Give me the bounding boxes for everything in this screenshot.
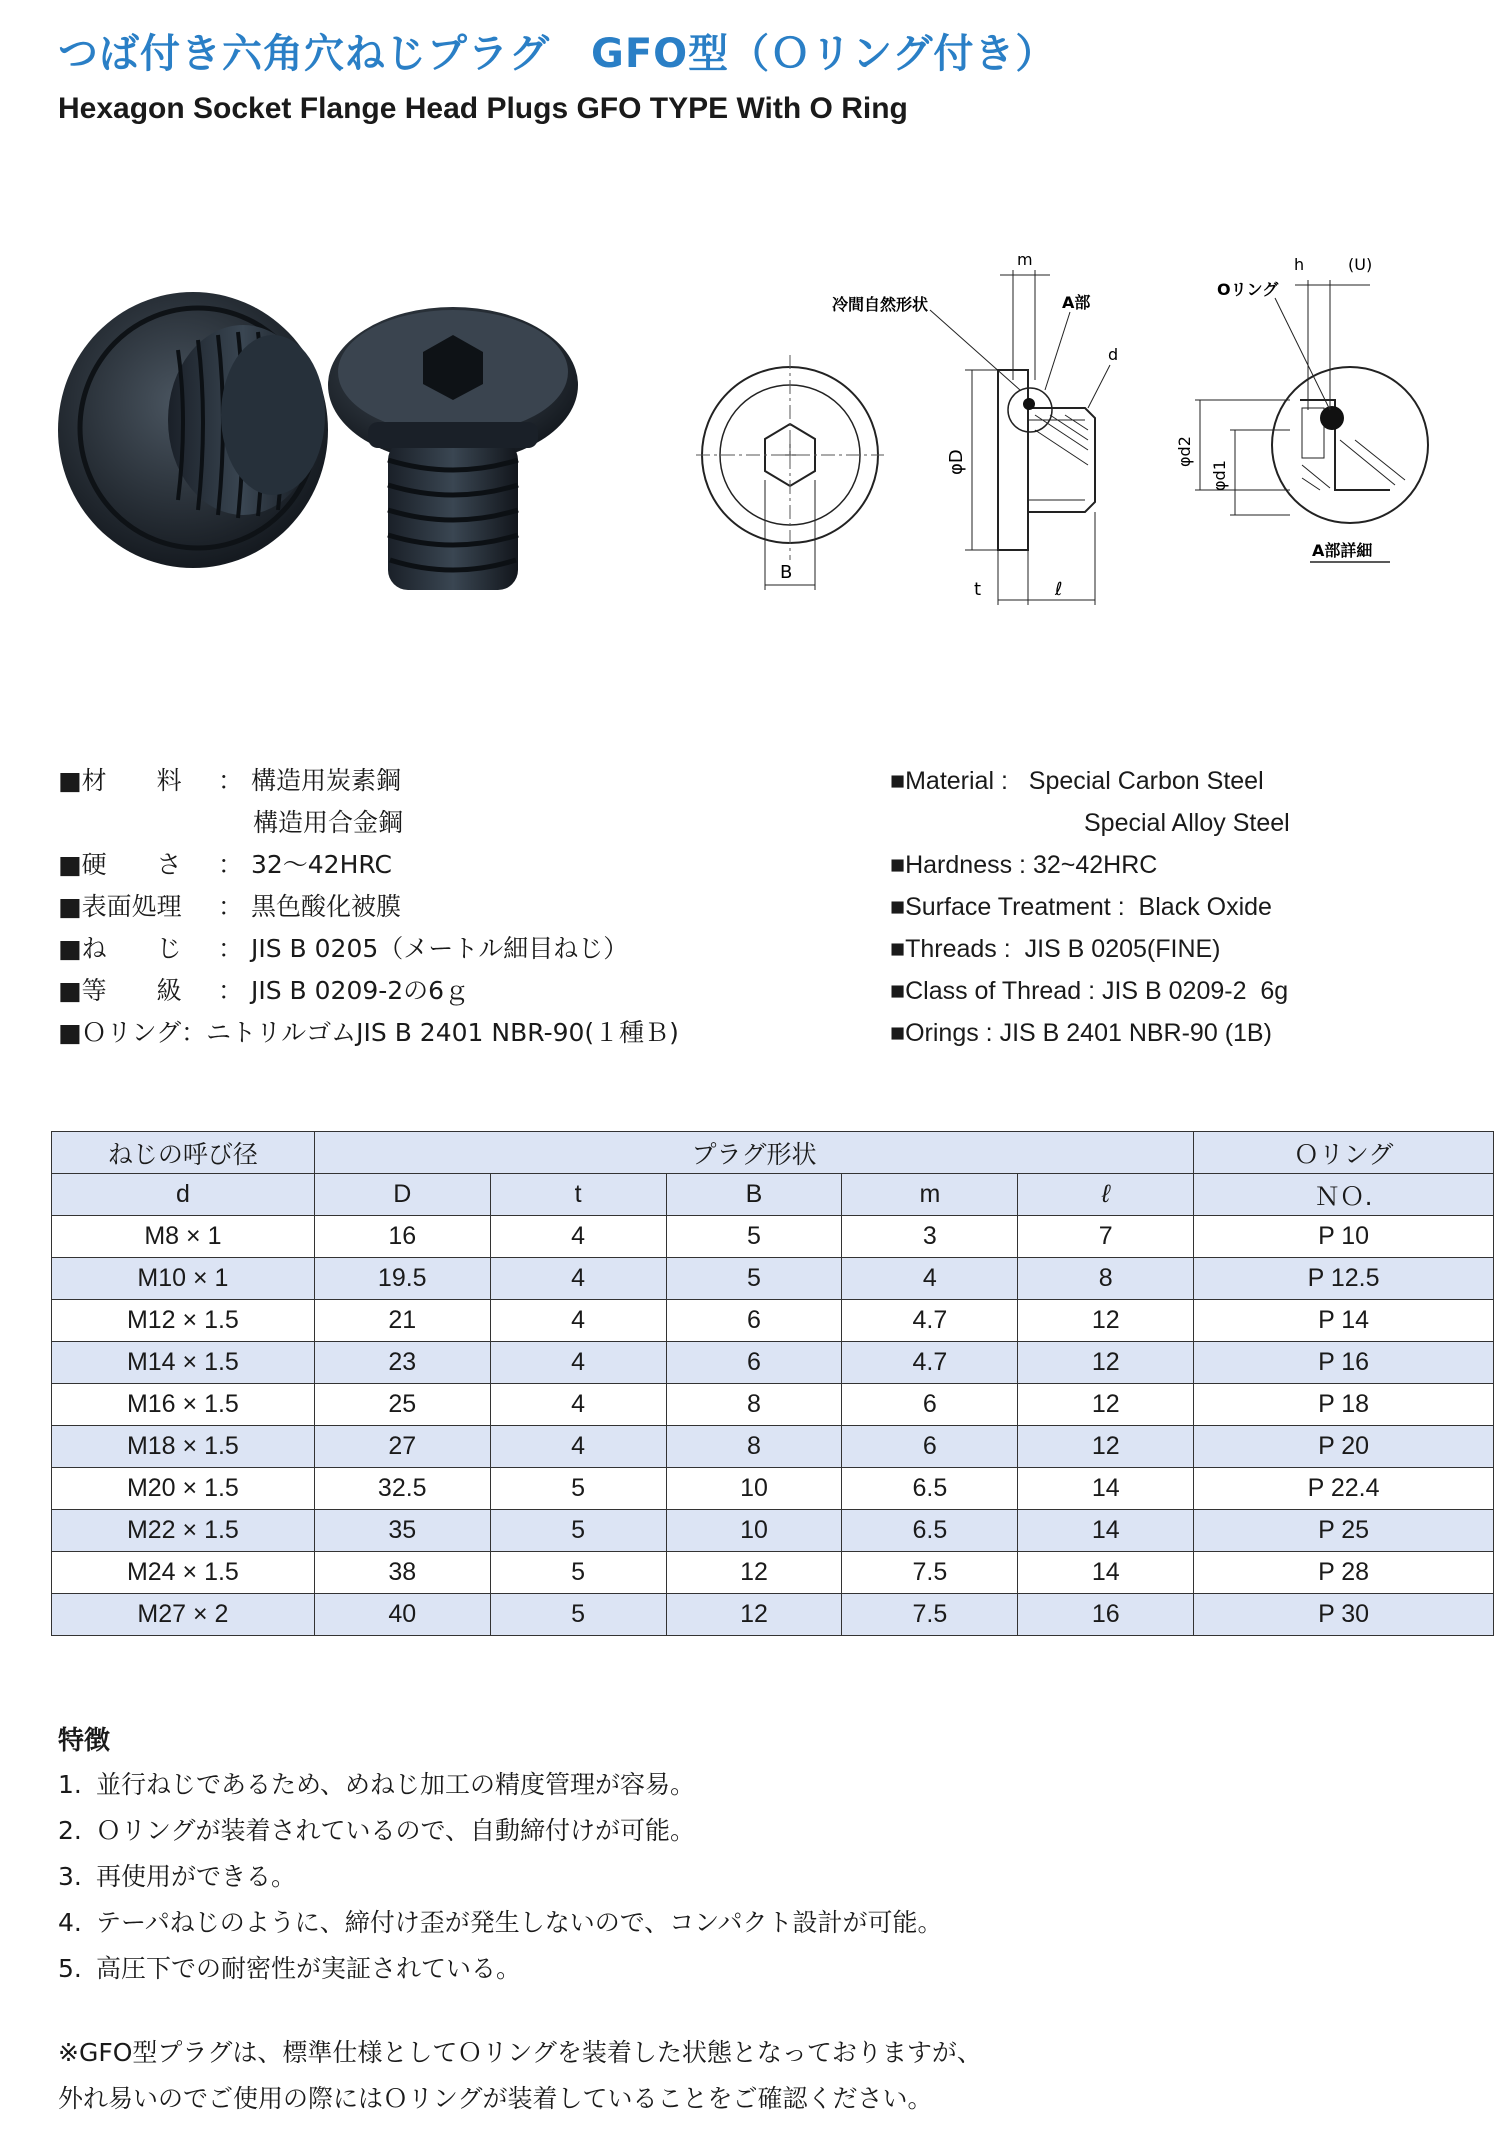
table-cell: 14 — [1018, 1510, 1194, 1552]
page-subtitle: Hexagon Socket Flange Head Plugs GFO TYPE With O Ring — [58, 92, 908, 125]
table-header-row — [52, 1132, 1494, 1174]
spec-en-row — [890, 760, 1290, 802]
spec-sep: ： — [218, 766, 244, 795]
table-cell: P 20 — [1194, 1426, 1494, 1468]
table-cell: 27 — [314, 1426, 490, 1468]
spec-value: 黒色酸化被膜 — [250, 892, 401, 921]
table-cell: 16 — [314, 1216, 490, 1258]
label-m: m — [1017, 250, 1033, 269]
spec-value: 32〜42HRC — [250, 850, 392, 879]
table-cell: P 18 — [1194, 1384, 1494, 1426]
header-cell: B — [666, 1174, 842, 1216]
table-cell: 5 — [666, 1258, 842, 1300]
table-row — [52, 1468, 1494, 1510]
header-plug-shape: プラグ形状 — [314, 1132, 1193, 1174]
feature-text: テーパねじのように、締付け歪が発生しないので、コンパクト設計が可能。 — [96, 1908, 943, 1937]
table-row — [52, 1258, 1494, 1300]
spec-value: JIS B 0205（メートル細目ねじ） — [250, 934, 629, 963]
table-cell: P 25 — [1194, 1510, 1494, 1552]
spec-en-row — [890, 802, 1290, 844]
spec-en-row — [890, 886, 1290, 928]
table-cell: P 16 — [1194, 1342, 1494, 1384]
table-cell: M27 × 2 — [52, 1594, 315, 1636]
spec-sep: ： — [218, 892, 244, 921]
label-phi-D: φD — [946, 449, 967, 475]
spec-label: ■Orings — [890, 1019, 979, 1047]
spec-label: ■Hardness — [890, 851, 1013, 879]
spec-label: ■Surface Treatment — [890, 893, 1111, 921]
table-cell: 40 — [314, 1594, 490, 1636]
spec-list-ja — [58, 760, 679, 1054]
spec-sep: : — [1110, 893, 1132, 921]
table-cell: 35 — [314, 1510, 490, 1552]
list-item: 3. 再使用ができる。 — [58, 1862, 297, 1891]
spec-label: ■Class of Thread — [890, 977, 1082, 1005]
table-cell: 10 — [666, 1510, 842, 1552]
feature-text: 並行ねじであるため、めねじ加工の精度管理が容易。 — [96, 1770, 696, 1799]
header-cell: m — [842, 1174, 1018, 1216]
spec-label: ■Material — [890, 767, 995, 795]
spec-list-en — [890, 760, 1290, 1054]
table-cell: 4 — [490, 1258, 666, 1300]
header-cell: D — [314, 1174, 490, 1216]
table-row — [52, 1384, 1494, 1426]
spec-sep: ： — [181, 1018, 207, 1047]
features-list — [58, 1762, 943, 1992]
table-cell: 12 — [1018, 1384, 1194, 1426]
table-cell: P 14 — [1194, 1300, 1494, 1342]
feature-text: Ｏリングが装着されているので、自動締付けが可能。 — [96, 1816, 696, 1845]
table-cell: 4.7 — [842, 1342, 1018, 1384]
spec-en-row — [890, 1012, 1290, 1054]
table-cell: 23 — [314, 1342, 490, 1384]
table-cell: 4 — [490, 1216, 666, 1258]
table-cell: 10 — [666, 1468, 842, 1510]
table-cell: 4 — [490, 1426, 666, 1468]
label-detail-a: A部詳細 — [1312, 541, 1373, 560]
label-U: (U) — [1348, 255, 1373, 274]
label-cold-forming: 冷間自然形状 — [832, 295, 929, 314]
spec-value: Special Carbon Steel — [1014, 767, 1264, 795]
table-row — [52, 1300, 1494, 1342]
table-cell: 6.5 — [842, 1510, 1018, 1552]
label-part-a: A部 — [1062, 293, 1091, 312]
label-o-ring: Oリング — [1217, 280, 1279, 299]
table-cell: 7.5 — [842, 1552, 1018, 1594]
table-cell: M12 × 1.5 — [52, 1300, 315, 1342]
header-o-ring: Ｏリング — [1194, 1132, 1494, 1174]
spec-label: ■等 級 — [58, 976, 182, 1005]
table-cell: P 22.4 — [1194, 1468, 1494, 1510]
spec-value: 構造用合金鋼 — [253, 808, 404, 837]
list-item: 1. 並行ねじであるため、めねじ加工の精度管理が容易。 — [58, 1770, 696, 1799]
spec-value: 構造用炭素鋼 — [250, 766, 401, 795]
spec-ja-row — [58, 970, 679, 1012]
table-cell: 5 — [666, 1216, 842, 1258]
table-cell: 6.5 — [842, 1468, 1018, 1510]
label-B: B — [780, 562, 793, 583]
table-cell: M18 × 1.5 — [52, 1426, 315, 1468]
table-row — [52, 1426, 1494, 1468]
table-cell: 14 — [1018, 1552, 1194, 1594]
table-cell: 38 — [314, 1552, 490, 1594]
table-cell: 5 — [490, 1552, 666, 1594]
table-cell: 4.7 — [842, 1300, 1018, 1342]
header-cell: t — [490, 1174, 666, 1216]
spec-sep: ： — [218, 976, 244, 1005]
note — [58, 2030, 982, 2122]
table-cell: 5 — [490, 1510, 666, 1552]
table-cell: 4 — [490, 1342, 666, 1384]
product-photo — [28, 290, 598, 620]
table-row — [52, 1216, 1494, 1258]
spec-label: ■Threads — [890, 935, 997, 963]
page-title: つば付き六角穴ねじプラグ GFO型（Ｏリング付き） — [58, 31, 1057, 77]
table-cell: 8 — [1018, 1258, 1194, 1300]
label-phi-d2: φd2 — [1175, 436, 1194, 467]
header-cell: ＮＯ. — [1194, 1174, 1494, 1216]
table-cell: M24 × 1.5 — [52, 1552, 315, 1594]
features-title: 特徴 — [58, 1726, 111, 1756]
spec-sep: : — [1081, 977, 1102, 1005]
table-body — [52, 1216, 1494, 1636]
spec-value: JIS B 0209-2の6ｇ — [250, 976, 470, 1005]
table-cell: 4 — [842, 1258, 1018, 1300]
table-cell: 19.5 — [314, 1258, 490, 1300]
dimensions-table — [51, 1131, 1494, 1636]
table-cell: 6 — [842, 1384, 1018, 1426]
table-cell: P 28 — [1194, 1552, 1494, 1594]
table-header-row — [52, 1174, 1494, 1216]
spec-sep: ： — [218, 850, 244, 879]
spec-value: Special Alloy Steel — [1084, 809, 1290, 837]
spec-ja-row — [58, 802, 679, 844]
table-cell: 16 — [1018, 1594, 1194, 1636]
spec-value: JIS B 0209-2 6g — [1101, 977, 1289, 1005]
table-cell: 6 — [666, 1342, 842, 1384]
table-cell: 4 — [490, 1300, 666, 1342]
table-cell: 8 — [666, 1426, 842, 1468]
table-row — [52, 1510, 1494, 1552]
table-cell: 7 — [1018, 1216, 1194, 1258]
table-cell: 3 — [842, 1216, 1018, 1258]
table-cell: M22 × 1.5 — [52, 1510, 315, 1552]
note-line: 外れ易いのでご使用の際にはＯリングが装着していることをご確認ください。 — [58, 2084, 933, 2113]
spec-label: ■表面処理 — [58, 892, 182, 921]
spec-sep: : — [1012, 851, 1033, 879]
spec-label: ■ね じ — [58, 934, 182, 963]
table-row — [52, 1594, 1494, 1636]
spec-ja-row — [58, 1012, 679, 1054]
spec-value: 32~42HRC — [1032, 851, 1158, 879]
spec-label: ■Ｏリング — [58, 1018, 182, 1047]
spec-value: JIS B 2401 NBR-90 (1B) — [999, 1019, 1272, 1047]
table-cell: 12 — [666, 1594, 842, 1636]
table-cell: 32.5 — [314, 1468, 490, 1510]
spec-en-row — [890, 928, 1290, 970]
table-row — [52, 1552, 1494, 1594]
header-cell: ℓ — [1018, 1174, 1194, 1216]
note-line: ※GFO型プラグは、標準仕様としてＯリングを装着した状態となっておりますが、 — [58, 2038, 982, 2067]
spec-value: Black Oxide — [1131, 893, 1272, 921]
table-cell: 5 — [490, 1468, 666, 1510]
label-h: h — [1294, 255, 1305, 274]
table-cell: M16 × 1.5 — [52, 1384, 315, 1426]
table-cell: 5 — [490, 1594, 666, 1636]
table-cell: 21 — [314, 1300, 490, 1342]
list-item: 5. 高圧下での耐密性が実証されている。 — [58, 1954, 522, 1983]
spec-sep: : — [996, 935, 1018, 963]
header-thread-size: ねじの呼び径 — [52, 1132, 315, 1174]
spec-ja-row — [58, 844, 679, 886]
label-d: d — [1108, 345, 1119, 364]
table-cell: M8 × 1 — [52, 1216, 315, 1258]
label-phi-d1: φd1 — [1210, 460, 1229, 491]
header-cell: d — [52, 1174, 315, 1216]
spec-ja-row — [58, 760, 679, 802]
list-item: 2. Ｏリングが装着されているので、自動締付けが可能。 — [58, 1816, 696, 1845]
spec-sep: ： — [218, 934, 244, 963]
table-cell: 4 — [490, 1384, 666, 1426]
table-cell: 14 — [1018, 1468, 1194, 1510]
technical-drawing — [690, 240, 1480, 620]
feature-text: 再使用ができる。 — [96, 1862, 297, 1891]
spec-sep: : — [978, 1019, 1000, 1047]
table-cell: 12 — [1018, 1300, 1194, 1342]
table-cell: M20 × 1.5 — [52, 1468, 315, 1510]
table-cell: M10 × 1 — [52, 1258, 315, 1300]
label-l: ℓ — [1055, 579, 1063, 600]
table-cell: 6 — [666, 1300, 842, 1342]
spec-en-row — [890, 844, 1290, 886]
label-t: t — [974, 579, 982, 600]
list-item: 4. テーパねじのように、締付け歪が発生しないので、コンパクト設計が可能。 — [58, 1908, 943, 1937]
spec-label: ■材 料 — [58, 766, 182, 795]
spec-ja-row — [58, 928, 679, 970]
table-cell: P 10 — [1194, 1216, 1494, 1258]
spec-value: JIS B 0205(FINE) — [1017, 935, 1221, 963]
table-cell: 12 — [1018, 1342, 1194, 1384]
feature-text: 高圧下での耐密性が実証されている。 — [96, 1954, 522, 1983]
spec-sep: : — [994, 767, 1015, 795]
spec-ja-row — [58, 886, 679, 928]
table-cell: 12 — [1018, 1426, 1194, 1468]
spec-value: ニトリルゴムJIS B 2401 NBR-90(１種Ｂ) — [206, 1018, 679, 1047]
table-cell: 8 — [666, 1384, 842, 1426]
table-cell: P 12.5 — [1194, 1258, 1494, 1300]
spec-label: ■硬 さ — [58, 850, 182, 879]
spec-en-row — [890, 970, 1290, 1012]
table-cell: P 30 — [1194, 1594, 1494, 1636]
table-cell: 7.5 — [842, 1594, 1018, 1636]
table-cell: 12 — [666, 1552, 842, 1594]
table-row — [52, 1342, 1494, 1384]
table-cell: 25 — [314, 1384, 490, 1426]
table-cell: M14 × 1.5 — [52, 1342, 315, 1384]
table-cell: 6 — [842, 1426, 1018, 1468]
